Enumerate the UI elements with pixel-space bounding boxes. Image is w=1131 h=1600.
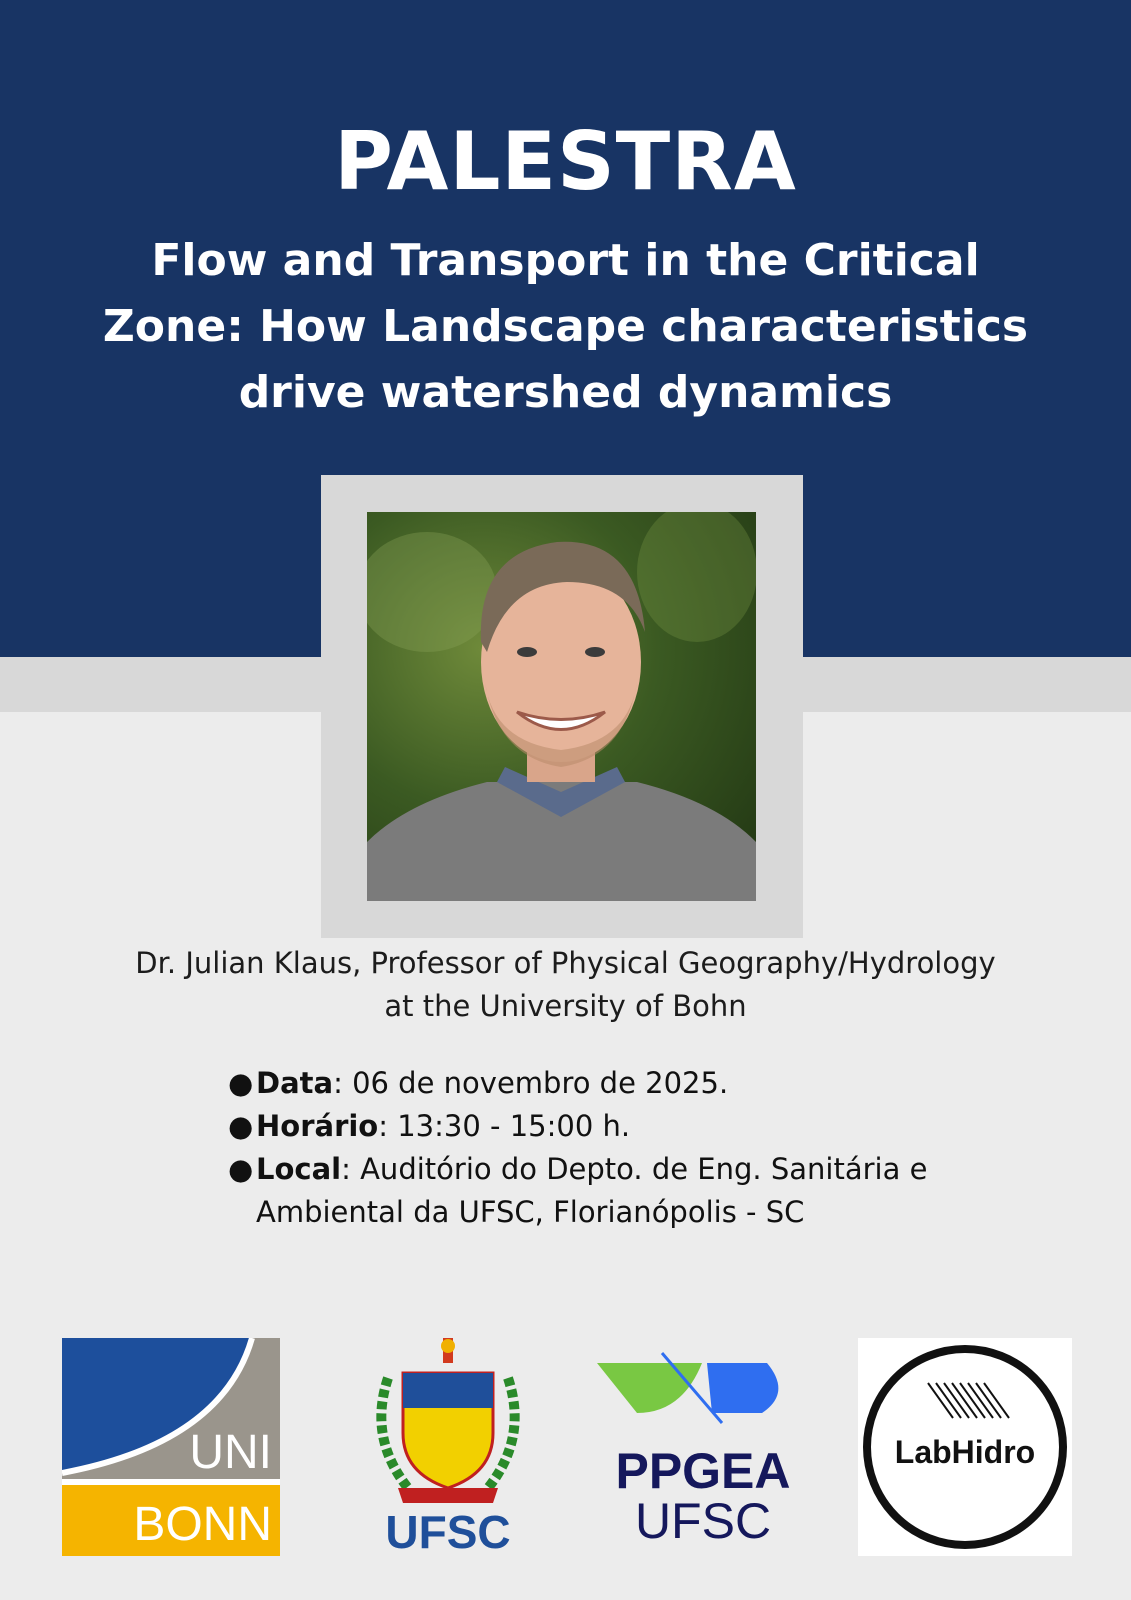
speaker-bio-line: at the University of Bohn bbox=[384, 989, 747, 1023]
svg-text:LabHidro: LabHidro bbox=[894, 1434, 1036, 1470]
detail-location: ● Local: Auditório do Depto. de Eng. Sanitária e Ambiental da UFSC, Florianópolis - SC bbox=[222, 1148, 1022, 1234]
detail-time: ● Horário: 13:30 - 15:00 h. bbox=[222, 1105, 1022, 1148]
speaker-bio bbox=[40, 942, 1091, 1028]
talk-title-line: Flow and Transport in the Critical bbox=[151, 235, 980, 286]
svg-text:UNI: UNI bbox=[189, 1426, 272, 1479]
svg-text:PPGEA: PPGEA bbox=[615, 1443, 791, 1499]
event-title: PALESTRA bbox=[334, 115, 797, 208]
talk-title-line: drive watershed dynamics bbox=[238, 367, 893, 418]
bullet-icon: ● bbox=[228, 1152, 254, 1186]
speaker-bio-line: Dr. Julian Klaus, Professor of Physical Geography/Hydrology bbox=[135, 946, 996, 980]
speaker-photo bbox=[367, 512, 756, 901]
svg-text:BONN: BONN bbox=[133, 1498, 272, 1551]
bullet-icon: ● bbox=[228, 1109, 254, 1143]
bullet-icon: ● bbox=[228, 1066, 254, 1100]
svg-text:UFSC: UFSC bbox=[634, 1493, 772, 1549]
uni-bonn-logo bbox=[62, 1338, 280, 1560]
speaker-photo-frame bbox=[321, 475, 803, 938]
speaker-portrait-illustration bbox=[367, 512, 756, 901]
svg-text:UFSC: UFSC bbox=[385, 1506, 511, 1556]
detail-location-continuation: Ambiental da UFSC, Florianópolis - SC bbox=[256, 1195, 805, 1229]
event-details-list bbox=[222, 1062, 1022, 1234]
ppgea-logo bbox=[592, 1338, 814, 1560]
labhidro-logo bbox=[858, 1338, 1072, 1560]
ufsc-logo bbox=[368, 1338, 528, 1560]
detail-date: ● Data: 06 de novembro de 2025. bbox=[222, 1062, 1022, 1105]
talk-title bbox=[90, 228, 1041, 426]
sponsor-logos bbox=[0, 1338, 1131, 1558]
talk-title-line: Zone: How Landscape characteristics bbox=[102, 301, 1029, 352]
